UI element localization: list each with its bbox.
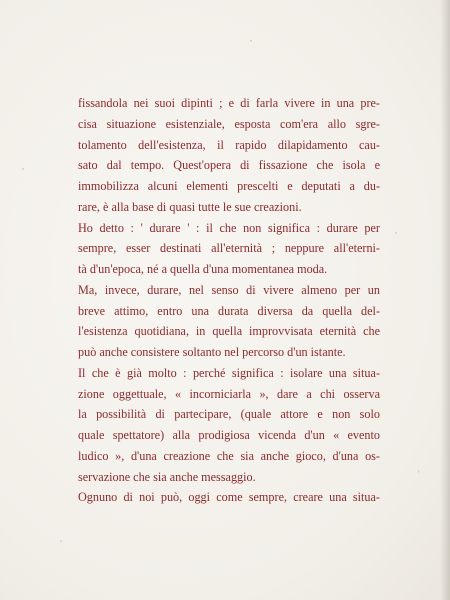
text-line: immobilizza alcuni elementi prescelti e deputati a du- xyxy=(78,179,380,193)
text-line: Ognuno di noi può, oggi come sempre, creare una situa- xyxy=(78,490,380,505)
page-edge-shadow xyxy=(440,0,450,600)
text-line: rare, è alla base di quasi tutte le sue creazioni. xyxy=(78,199,302,214)
text-line: servazione che sia anche messaggio. xyxy=(78,469,256,484)
text-line: Il che è già molto : perché significa : isolare una situa- xyxy=(78,365,380,380)
text-line: fissandola nei suoi dipinti ; e di farla vivere in una pre- xyxy=(78,96,380,110)
paper-speck xyxy=(22,168,24,170)
paper-speck xyxy=(250,40,252,42)
text-line: la possibilità di partecipare, (quale attore e non solo xyxy=(78,407,380,422)
paper-speck xyxy=(395,232,397,234)
text-line: tà d'un'epoca, né a quella d'una momentanea moda. xyxy=(78,262,328,276)
text-line: Ma, invece, durare, nel senso di vivere almeno per un xyxy=(78,282,380,297)
text-line: sempre, esser destinati all'eternità ; neppure all'eterni- xyxy=(78,241,380,256)
text-line: zione oggettuale, « incorniciarla », dare a chi osserva xyxy=(78,386,380,401)
body-text xyxy=(78,93,380,508)
text-line: tolamento dell'esistenza, il rapido dilapidamento cau- xyxy=(78,137,380,152)
text-line: può anche consistere soltanto nel percorso d'un istante. xyxy=(78,345,346,359)
paper-speck xyxy=(60,540,62,542)
paper-speck xyxy=(418,470,419,473)
text-line: Ho detto : ' durare ' : il che non significa : durare per xyxy=(78,220,380,235)
text-line: quale spettatore) alla prodigiosa vicenda d'un « evento xyxy=(78,428,380,442)
text-line: l'esistenza quotidiana, in quella improvvisata eternità che xyxy=(78,324,380,339)
text-line: ludico », d'una creazione che sia anche gioco, d'una os- xyxy=(78,448,380,463)
text-line: cisa situazione esistenziale, esposta com'era allo sgre- xyxy=(78,116,380,131)
text-line: sato dal tempo. Quest'opera di fissazione che isola e xyxy=(78,158,380,173)
text-line: breve attimo, entro una durata diversa da quella del- xyxy=(78,303,380,318)
